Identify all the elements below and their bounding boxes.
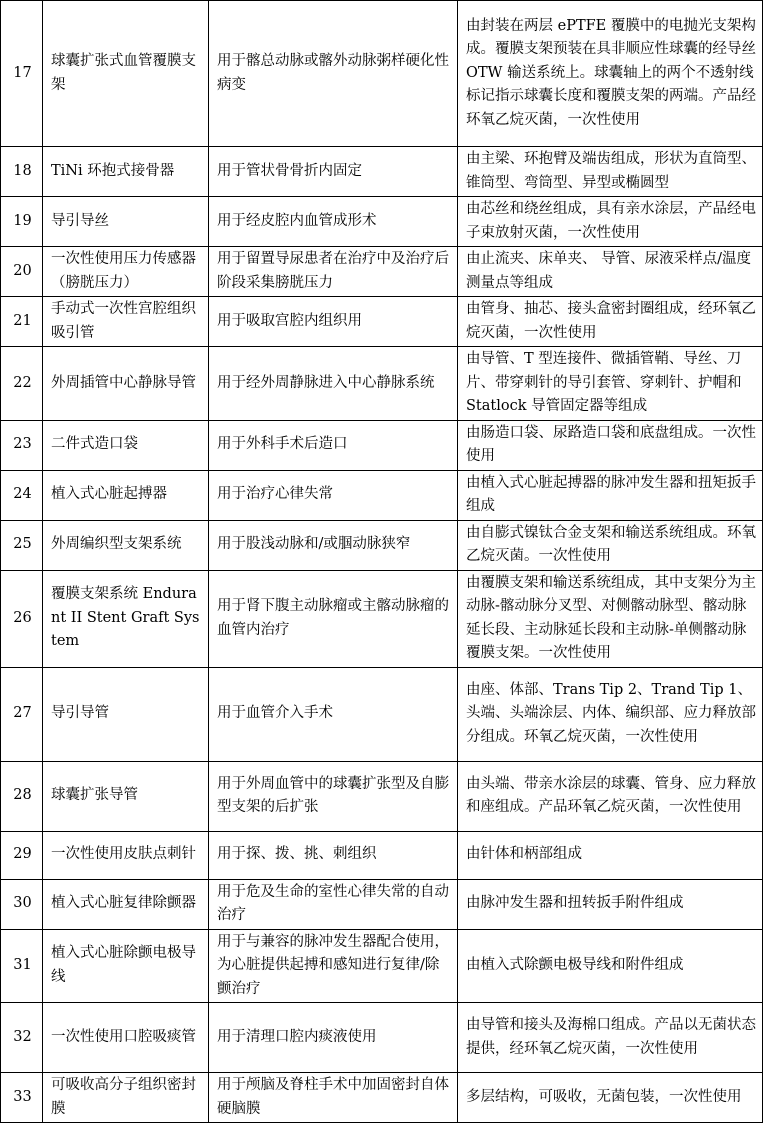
product-description: 由座、体部、Trans Tip 2、Trand Tip 1、头端、头端涂层、内体、编织部、应力释放部分组成。环氧乙烷灭菌，一次性使用 <box>458 667 763 761</box>
intended-use: 用于留置导尿患者在治疗中及治疗后阶段采集膀胱压力 <box>209 247 458 297</box>
product-name: 覆膜支架系统 Endurant II Stent Graft System <box>43 570 209 667</box>
product-description: 由植入式除颤电极导线和附件组成 <box>458 929 763 1003</box>
product-name: 导引导管 <box>43 667 209 761</box>
table-row <box>1 520 763 570</box>
table-row <box>1 667 763 761</box>
row-number: 22 <box>1 347 43 421</box>
intended-use: 用于吸取宫腔内组织用 <box>209 297 458 347</box>
product-description: 由止流夹、床单夹、 导管、尿液采样点/温度测量点等组成 <box>458 247 763 297</box>
product-name: 植入式心脏复律除颤器 <box>43 879 209 929</box>
row-number: 28 <box>1 761 43 831</box>
product-name: 植入式心脏起搏器 <box>43 470 209 520</box>
product-name: 可吸收高分子组织密封膜 <box>43 1073 209 1123</box>
product-description: 由芯丝和绕丝组成，具有亲水涂层，产品经电子束放射灭菌，一次性使用 <box>458 197 763 247</box>
intended-use: 用于经外周静脉进入中心静脉系统 <box>209 347 458 421</box>
product-name: 外周插管中心静脉导管 <box>43 347 209 421</box>
table-row <box>1 147 763 197</box>
product-description: 由封装在两层 ePTFE 覆膜中的电抛光支架构成。覆膜支架预装在具非顺应性球囊的经导丝 OTW 输送系统上。球囊轴上的两个不透射线标记指示球囊长度和覆膜支架的两端。产品经环氧乙烷灭菌，一次性使用 <box>458 1 763 147</box>
table-row <box>1 761 763 831</box>
intended-use: 用于经皮腔内血管成形术 <box>209 197 458 247</box>
intended-use: 用于管状骨骨折内固定 <box>209 147 458 197</box>
product-description: 由管身、抽芯、接头盒密封圈组成，经环氧乙烷灭菌，一次性使用 <box>458 297 763 347</box>
row-number: 26 <box>1 570 43 667</box>
table-row <box>1 1003 763 1073</box>
product-description: 由主梁、环抱臂及端齿组成，形状为直筒型、锥筒型、弯筒型、异型或椭圆型 <box>458 147 763 197</box>
table-row <box>1 247 763 297</box>
intended-use: 用于外周血管中的球囊扩张型及自膨型支架的后扩张 <box>209 761 458 831</box>
product-name: 一次性使用口腔吸痰管 <box>43 1003 209 1073</box>
intended-use: 用于清理口腔内痰液使用 <box>209 1003 458 1073</box>
row-number: 30 <box>1 879 43 929</box>
table-row <box>1 297 763 347</box>
product-name: 球囊扩张式血管覆膜支架 <box>43 1 209 147</box>
intended-use: 用于髂总动脉或髂外动脉粥样硬化性病变 <box>209 1 458 147</box>
product-name: 一次性使用压力传感器（膀胱压力） <box>43 247 209 297</box>
intended-use: 用于外科手术后造口 <box>209 420 458 470</box>
row-number: 32 <box>1 1003 43 1073</box>
intended-use: 用于股浅动脉和/或腘动脉狭窄 <box>209 520 458 570</box>
product-description: 由针体和柄部组成 <box>458 831 763 879</box>
row-number: 31 <box>1 929 43 1003</box>
row-number: 19 <box>1 197 43 247</box>
product-name: 外周编织型支架系统 <box>43 520 209 570</box>
row-number: 25 <box>1 520 43 570</box>
product-description: 由导管、T 型连接件、微插管鞘、导丝、刀片、带穿刺针的导引套管、穿刺针、护帽和 Statlock 导管固定器等组成 <box>458 347 763 421</box>
table-row <box>1 347 763 421</box>
product-description: 由肠造口袋、尿路造口袋和底盘组成。一次性使用 <box>458 420 763 470</box>
product-description: 多层结构，可吸收，无菌包装，一次性使用 <box>458 1073 763 1123</box>
intended-use: 用于与兼容的脉冲发生器配合使用，为心脏提供起搏和感知进行复律/除颤治疗 <box>209 929 458 1003</box>
product-name: 球囊扩张导管 <box>43 761 209 831</box>
product-name: 植入式心脏除颤电极导线 <box>43 929 209 1003</box>
table-row <box>1 420 763 470</box>
table-row <box>1 197 763 247</box>
product-name: TiNi 环抱式接骨器 <box>43 147 209 197</box>
table-row <box>1 570 763 667</box>
product-description: 由植入式心脏起搏器的脉冲发生器和扭矩扳手组成 <box>458 470 763 520</box>
intended-use: 用于血管介入手术 <box>209 667 458 761</box>
product-description: 由覆膜支架和输送系统组成，其中支架分为主动脉-髂动脉分叉型、对侧髂动脉型、髂动脉延长段、主动脉延长段和主动脉-单侧髂动脉覆膜支架。一次性使用 <box>458 570 763 667</box>
table-row <box>1 831 763 879</box>
product-name: 二件式造口袋 <box>43 420 209 470</box>
table-row <box>1 470 763 520</box>
intended-use: 用于治疗心律失常 <box>209 470 458 520</box>
product-description: 由头端、带亲水涂层的球囊、管身、应力释放和座组成。产品环氧乙烷灭菌，一次性使用 <box>458 761 763 831</box>
row-number: 29 <box>1 831 43 879</box>
product-name: 手动式一次性宫腔组织吸引管 <box>43 297 209 347</box>
table-row <box>1 929 763 1003</box>
product-description: 由导管和接头及海棉口组成。产品以无菌状态提供，经环氧乙烷灭菌，一次性使用 <box>458 1003 763 1073</box>
row-number: 18 <box>1 147 43 197</box>
intended-use: 用于探、拨、挑、刺组织 <box>209 831 458 879</box>
product-description: 由脉冲发生器和扭转扳手附件组成 <box>458 879 763 929</box>
intended-use: 用于危及生命的室性心律失常的自动治疗 <box>209 879 458 929</box>
row-number: 33 <box>1 1073 43 1123</box>
table-row <box>1 1 763 147</box>
row-number: 21 <box>1 297 43 347</box>
table-row <box>1 1073 763 1123</box>
product-description: 由自膨式镍钛合金支架和输送系统组成。环氧乙烷灭菌。一次性使用 <box>458 520 763 570</box>
product-name: 导引导丝 <box>43 197 209 247</box>
row-number: 23 <box>1 420 43 470</box>
row-number: 20 <box>1 247 43 297</box>
table-row <box>1 879 763 929</box>
intended-use: 用于颅脑及脊柱手术中加固密封自体硬脑膜 <box>209 1073 458 1123</box>
row-number: 27 <box>1 667 43 761</box>
row-number: 24 <box>1 470 43 520</box>
row-number: 17 <box>1 1 43 147</box>
table-body <box>1 1 763 1123</box>
product-name: 一次性使用皮肤点刺针 <box>43 831 209 879</box>
intended-use: 用于肾下腹主动脉瘤或主髂动脉瘤的血管内治疗 <box>209 570 458 667</box>
